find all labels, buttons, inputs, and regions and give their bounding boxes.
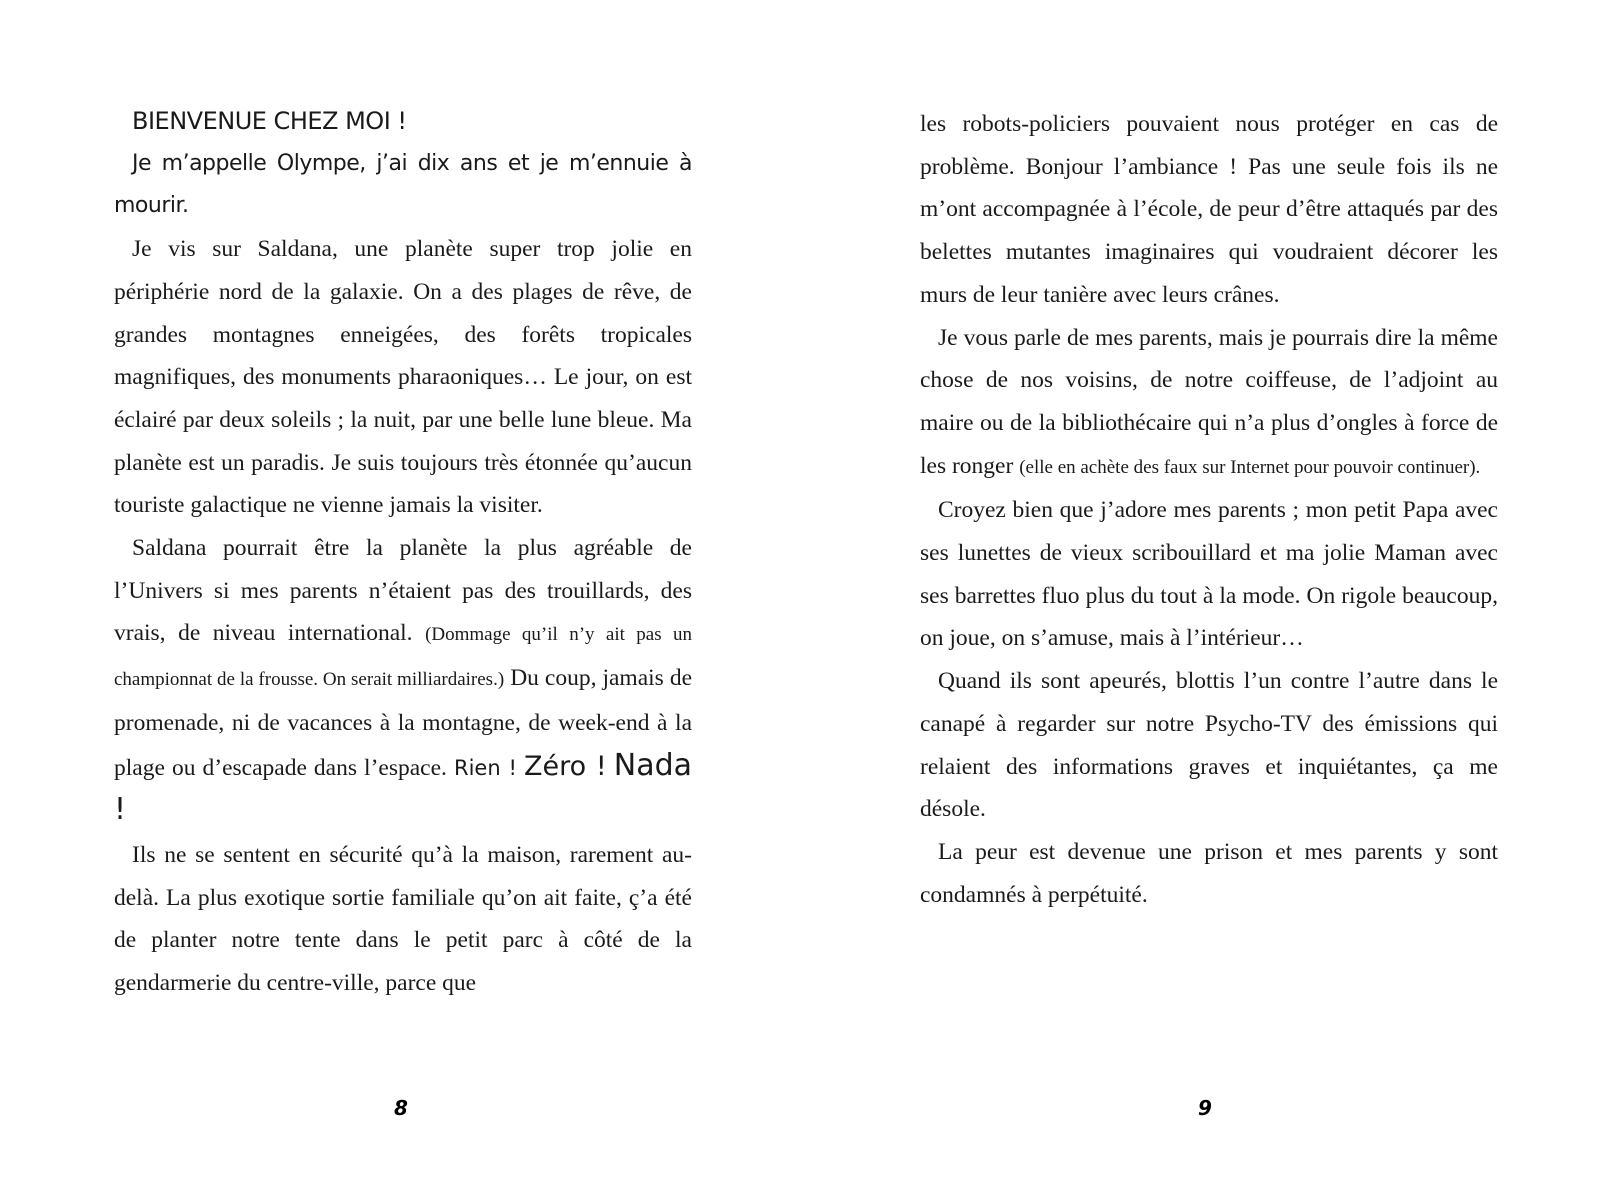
left-page-text <box>114 100 692 1005</box>
paragraph-parents <box>114 527 692 834</box>
page-number-left: 8 <box>394 1096 408 1120</box>
word-nada: Nada ! <box>114 747 693 828</box>
word-zero: Zéro ! <box>523 750 607 782</box>
paragraph-saldana: Je vis sur Saldana, une planète super trop jolie en périphérie nord de la galaxie. On a des plages de rêve, de grandes montagnes enneigées, des forêts tropicales magnifiques, des monuments pharaoniques… Le jour, on est éclairé par deux soleils ; la nuit, par une belle lune bleue. Ma planète est un paradis. Je suis toujours très étonnée qu’aucun touriste galactique ne vienne jamais la visiter. <box>114 236 692 519</box>
chapter-heading: BIENVENUE CHEZ MOI ! <box>132 107 407 135</box>
paragraph-prison: La peur est devenue une prison et mes parents y sont condamnés à perpétuité. <box>920 838 1498 908</box>
aside-faux-ongles: (elle en achète des faux sur Internet pour pouvoir continuer). <box>1019 456 1481 478</box>
right-page <box>800 0 1600 1200</box>
paragraph-adore: Croyez bien que j’adore mes parents ; mon petit Papa avec ses lunettes de vieux scribouillard et ma jolie Maman avec ses barrettes fluo plus du tout à la mode. On rigole beaucoup, on joue, on s’amuse, mais à l’intérieur… <box>920 497 1498 652</box>
right-page-text <box>920 103 1498 916</box>
paragraph-securite: Ils ne se sentent en sécurité qu’à la maison, rarement au-delà. La plus exotique sortie familiale qu’on ait faite, ç’a été de planter notre tente dans le petit parc à côté de la gendarmerie du centre-ville, parce que <box>114 841 692 997</box>
paragraph-voisins <box>920 317 1498 490</box>
paragraph-parents-mid: Du coup, jamais de promenade, ni de vacances à la montagne, de week-end à la plage ou d’escapade dans l’espace. <box>114 665 693 781</box>
word-rien: Rien ! <box>453 755 517 780</box>
intro-paragraph: Je m’appelle Olympe, j’ai dix ans et je m’ennuie à mourir. <box>114 150 692 219</box>
paragraph-voisins-start: Je vous parle de mes parents, mais je pourrais dire la même chose de nos voisins, de notre coiffeuse, de l’adjoint au maire ou de la bibliothécaire qui n’a plus d’ongles à force de les ronger <box>920 324 1498 479</box>
page-number-right: 9 <box>1198 1096 1212 1120</box>
aside-championnat: (Dommage qu’il n’y ait pas un championnat de la frousse. On serait milliardaires.) <box>114 624 692 691</box>
paragraph-robots: les robots-policiers pouvaient nous protéger en cas de problème. Bonjour l’ambiance ! Pas une seule fois ils ne m’ont accompagnée à l’école, de peur d’être attaqués par des belettes mutantes imaginaires qui voudraient décorer les murs de leur tanière avec leurs crânes. <box>920 111 1498 308</box>
paragraph-parents-start: Saldana pourrait être la planète la plus agréable de l’Univers si mes parents n’étaient pas des trouillards, des vrais, de niveau international. <box>114 535 692 647</box>
paragraph-apeures: Quand ils sont apeurés, blottis l’un contre l’autre dans le canapé à regarder sur notre Psycho-TV des émissions qui relaient des informations graves et inquiétantes, ça me désole. <box>920 668 1498 823</box>
